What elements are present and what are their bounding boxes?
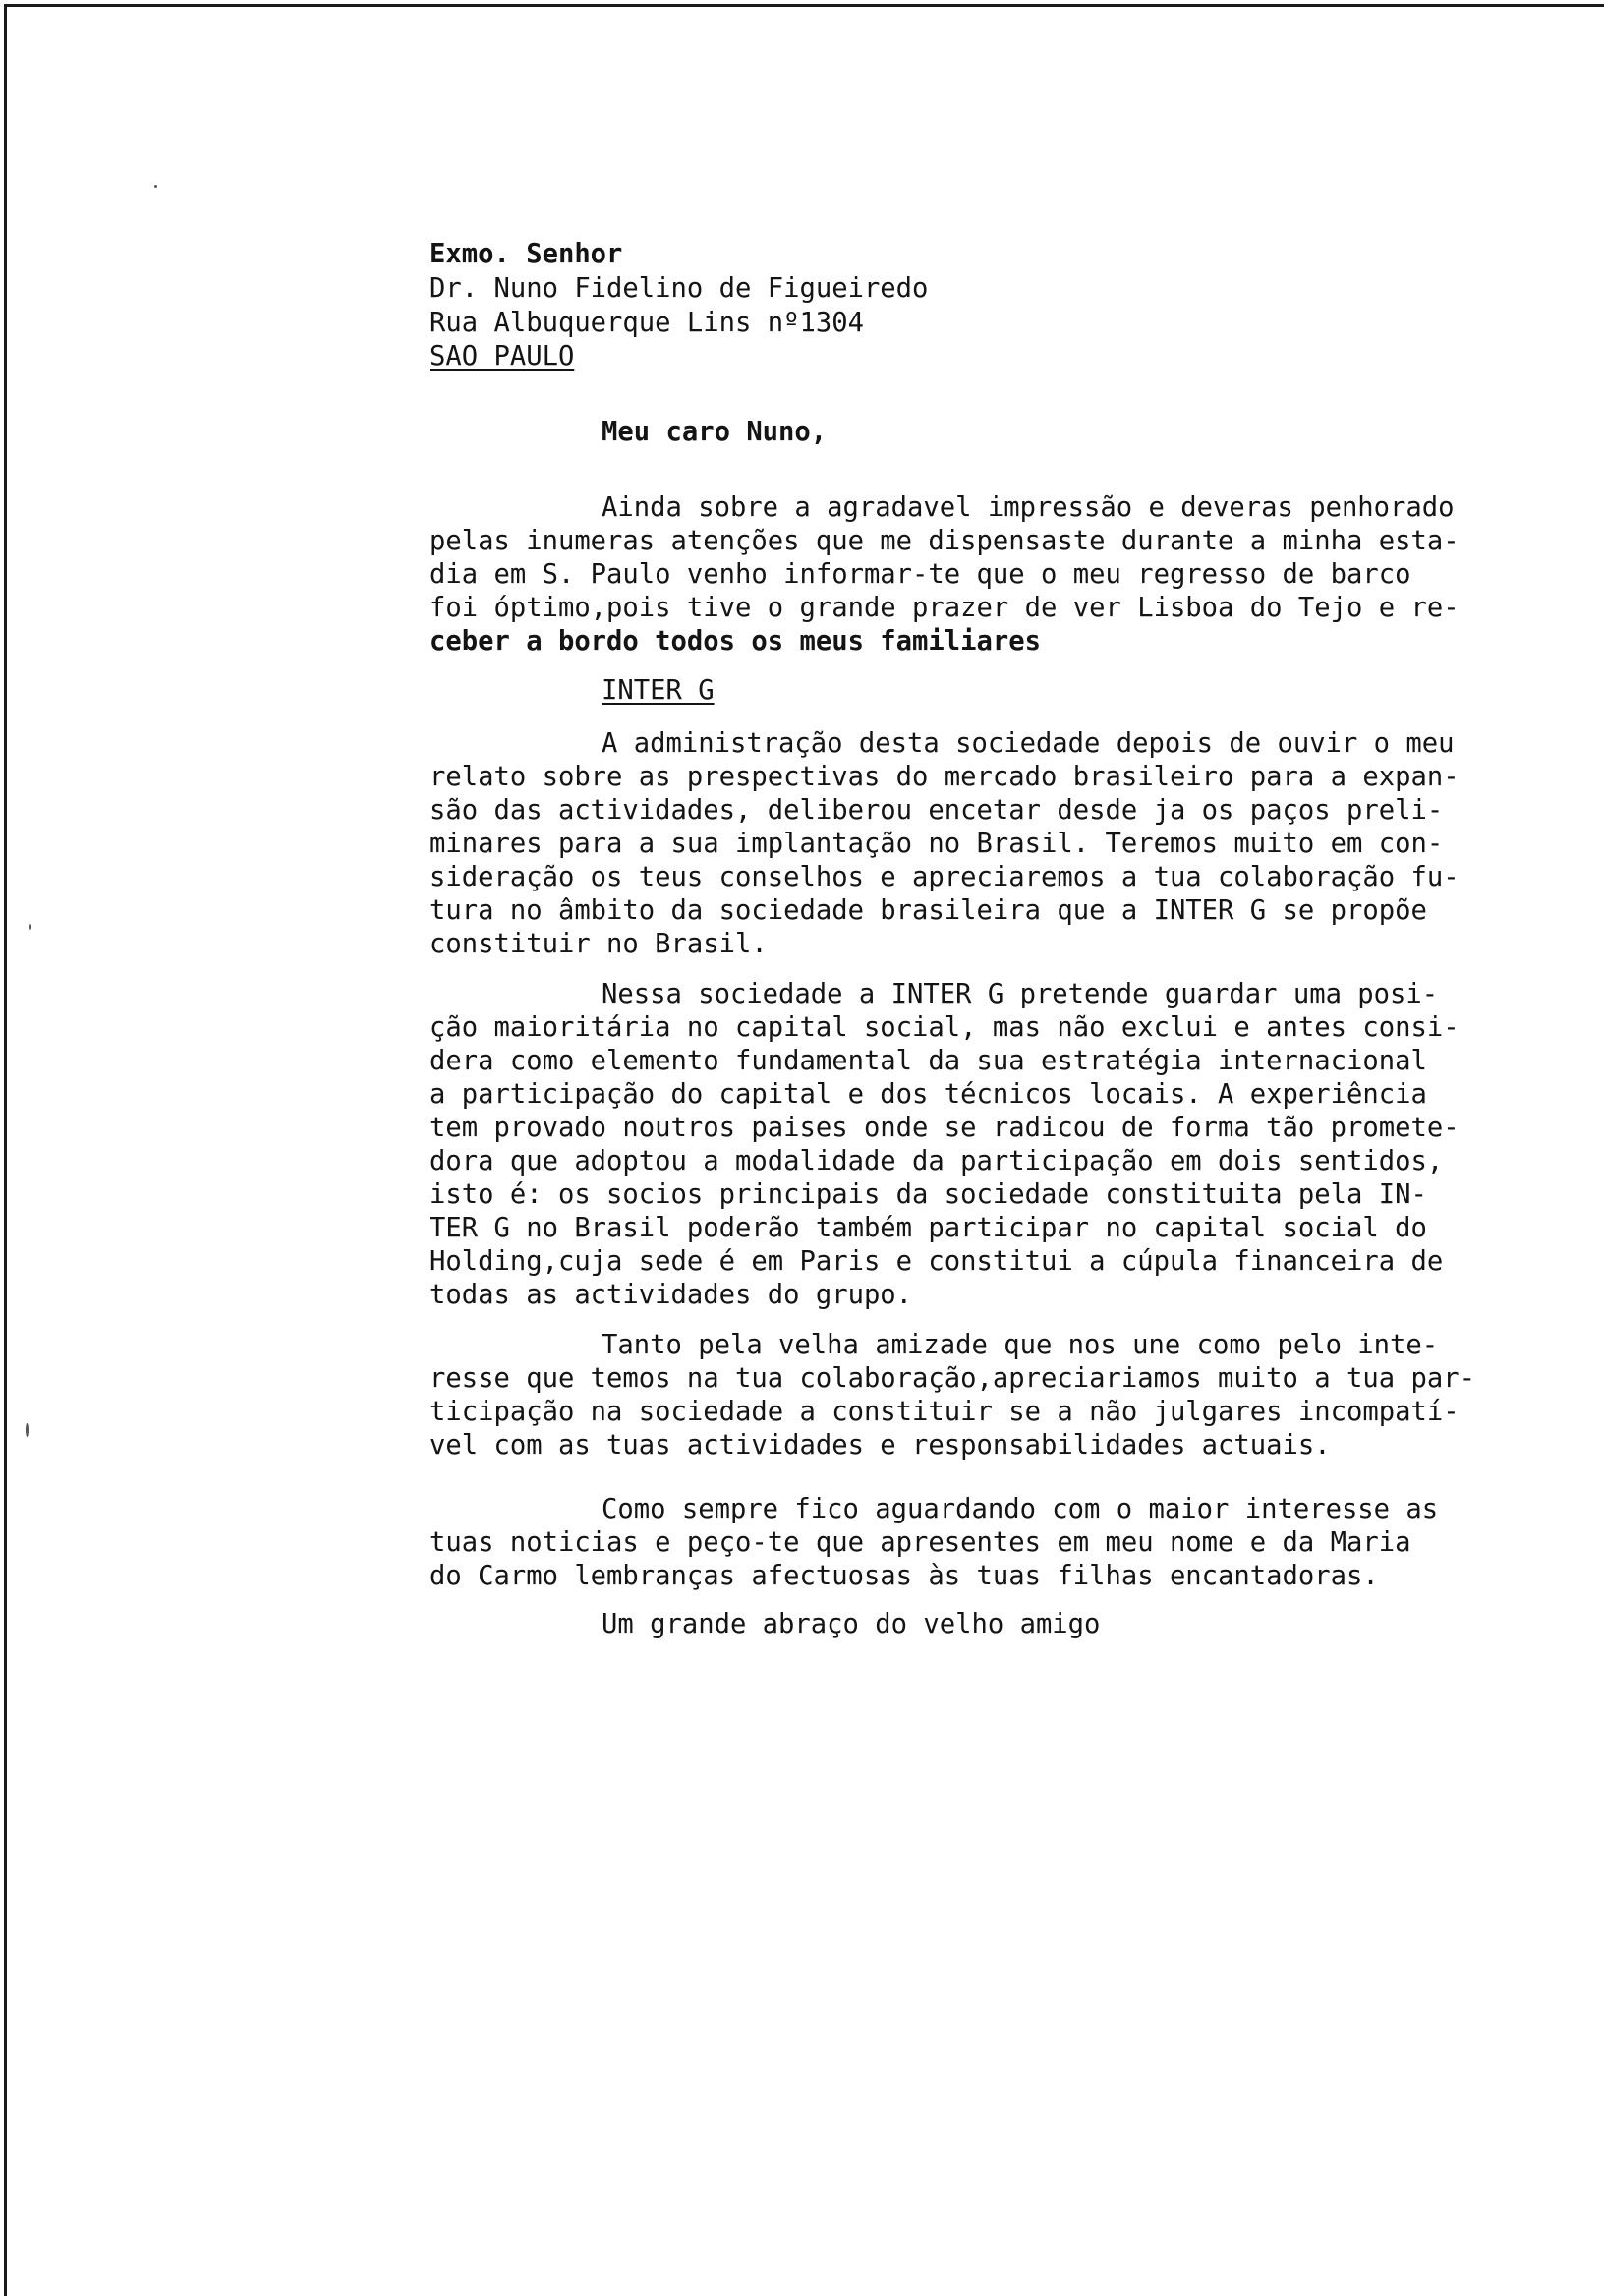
scan-speck <box>26 1423 29 1437</box>
greeting: Meu caro Nuno, <box>602 417 828 447</box>
scan-speck <box>29 924 31 930</box>
paragraph-3-line: Nessa sociedade a INTER G pretende guardar uma posi- <box>602 979 1439 1009</box>
paragraph-5-line: do Carmo lembranças afectuosas às tuas filhas encantadoras. <box>430 1561 1379 1591</box>
paragraph-3-line: isto é: os socios principais da sociedade constituita pela IN- <box>430 1179 1427 1210</box>
paragraph-2-line: sideração os teus conselhos e apreciaremos a tua colaboração fu- <box>430 862 1460 892</box>
paragraph-4-line: Tanto pela velha amizade que nos une como pelo inte- <box>602 1330 1439 1360</box>
scan-speck <box>154 185 157 188</box>
address-name: Dr. Nuno Fidelino de Figueiredo <box>430 273 929 304</box>
paragraph-3-line: dora que adoptou a modalidade da participação em dois sentidos, <box>430 1146 1444 1177</box>
address-street: Rua Albuquerque Lins nº1304 <box>430 308 864 338</box>
paragraph-1-line: dia em S. Paulo venho informar-te que o meu regresso de barco <box>430 559 1411 590</box>
scan-edge-top <box>6 4 1604 7</box>
paragraph-2-line: relato sobre as prespectivas do mercado brasileiro para a expan- <box>430 762 1460 792</box>
paragraph-3-line: TER G no Brasil poderão também participar no capital social do <box>430 1213 1427 1243</box>
paragraph-2-line: constituir no Brasil. <box>430 929 768 959</box>
paragraph-4-line: ticipação na sociedade a constituir se a não julgares incompatí- <box>430 1397 1460 1427</box>
paragraph-5-line: tuas noticias e peço-te que apresentes em meu nome e da Maria <box>430 1527 1411 1558</box>
paragraph-4-line: resse que temos na tua colaboração,apreciariamos muito a tua par- <box>430 1363 1475 1394</box>
closing: Um grande abraço do velho amigo <box>602 1609 1101 1639</box>
paragraph-3-line: ção maioritária no capital social, mas não exclui e antes consi- <box>430 1012 1460 1043</box>
paragraph-4-line: vel com as tuas actividades e responsabilidades actuais. <box>430 1430 1331 1461</box>
paragraph-1-line: pelas inumeras atenções que me dispensaste durante a minha esta- <box>430 526 1460 556</box>
paragraph-2-line: tura no âmbito da sociedade brasileira que a INTER G se propõe <box>430 895 1427 926</box>
paragraph-3-line: dera como elemento fundamental da sua estratégia internacional <box>430 1046 1427 1076</box>
address-salutation: Exmo. Senhor <box>430 239 623 269</box>
scan-edge-left <box>4 4 7 2296</box>
paragraph-1-line: Ainda sobre a agradavel impressão e deveras penhorado <box>602 492 1455 523</box>
paragraph-3-line: tem provado noutros paises onde se radicou de forma tão promete- <box>430 1113 1460 1143</box>
paragraph-1-line: ceber a bordo todos os meus familiares <box>430 626 1041 657</box>
paragraph-5-line: Como sempre fico aguardando com o maior interesse as <box>602 1494 1439 1524</box>
paragraph-2-line: são das actividades, deliberou encetar desde ja os paços preli- <box>430 795 1444 826</box>
section-heading: INTER G <box>602 675 715 706</box>
paragraph-3-line: todas as actividades do grupo. <box>430 1280 913 1310</box>
paragraph-1-line: foi óptimo,pois tive o grande prazer de ver Lisboa do Tejo e re- <box>430 593 1460 623</box>
paragraph-2-line: A administração desta sociedade depois de ouvir o meu <box>602 728 1455 759</box>
paragraph-2-line: minares para a sua implantação no Brasil. Teremos muito em con- <box>430 829 1444 859</box>
paragraph-3-line: a participação do capital e dos técnicos locais. A experiência <box>430 1079 1427 1110</box>
paragraph-3-line: Holding,cuja sede é em Paris e constitui a cúpula financeira de <box>430 1246 1444 1277</box>
address-city: SAO PAULO <box>430 341 575 372</box>
